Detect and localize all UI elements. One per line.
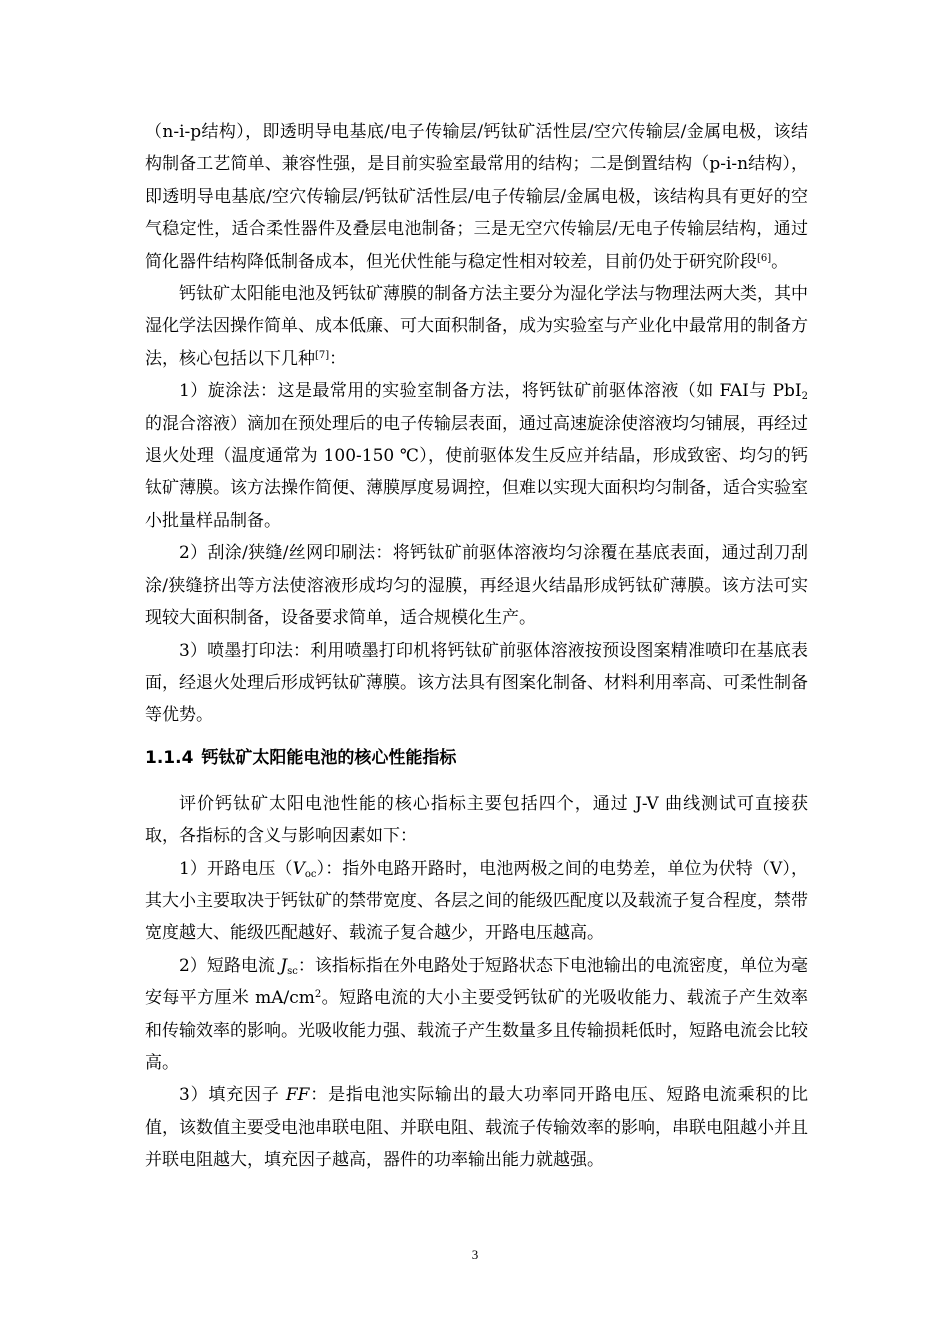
paragraph-end: 。	[771, 251, 789, 272]
variable: FF	[285, 1085, 310, 1106]
paragraph-metrics-intro: 评价钙钛矿太阳电池性能的核心指标主要包括四个，通过 J-V 曲线测试可直接获取，各指标的含义与影响因素如下：	[145, 793, 808, 847]
section-number: 1.1.4	[145, 747, 194, 768]
superscript: 2	[314, 989, 322, 1001]
paragraph-text: （n-i-p结构），即透明导电基底/电子传输层/钙钛矿活性层/空穴传输层/金属电极，该结构制备工艺简单、兼容性强，是目前实验室最常用的结构；二是倒置结构（p-i-n结构），即透明导电基底/空穴传输层/钙钛矿活性层/电子传输层/金属电极，该结构具有更好的空气稳定性，适合柔性器件及叠层电池制备；三是无空穴传输层/无电子传输层结构，通过简化器件结构降低制备成本，但光伏性能与稳定性相对较差，目前仍处于研究阶段	[145, 122, 808, 272]
paragraph-device-structures	[145, 116, 808, 278]
subscript: sc	[287, 965, 298, 977]
paragraph-open-circuit-voltage	[145, 853, 808, 950]
citation-ref: [6]	[757, 252, 772, 264]
section-heading	[145, 742, 808, 774]
paragraph-text: ：该指标指在外电路处于短路状态下电池输出的电流密度，单位为毫安每平方厘米 mA/cm	[145, 955, 808, 1009]
paragraph-text: 2）短路电流	[179, 955, 281, 976]
page-body	[145, 116, 808, 1177]
citation-ref: [7]	[315, 349, 330, 361]
paragraph-end: ：	[329, 348, 347, 369]
paragraph-fill-factor	[145, 1079, 808, 1176]
paragraph-preparation-methods	[145, 278, 808, 375]
paragraph-spin-coating	[145, 375, 808, 537]
paragraph-short-circuit-current	[145, 950, 808, 1080]
paragraph-text: 。短路电流的大小主要受钙钛矿的光吸收能力、载流子产生效率和传输效率的影响。光吸收能力强、载流子产生数量多且传输损耗低时，短路电流会比较高。	[145, 988, 809, 1073]
paragraph-text: 1）开路电压（	[179, 858, 293, 879]
subscript: oc	[304, 868, 317, 880]
paragraph-text: 3）填充因子	[179, 1085, 286, 1106]
paragraph-text: ：是指电池实际输出的最大功率同开路电压、短路电流乘积的比值，该数值主要受电池串联电阻、并联电阻、载流子传输效率的影响，串联电阻越小并且并联电阻越大，填充因子越高，器件的功率输出能力就越强。	[145, 1085, 808, 1171]
paragraph-text: ）：指外电路开路时，电池两极之间的电势差，单位为伏特（V），其大小主要取决于钙钛矿的禁带宽度、各层之间的能级匹配度以及载流子复合程度，禁带宽度越大、能级匹配越好、载流子复合越少，开路电压越高。	[145, 858, 808, 944]
paragraph-text: 钙钛矿太阳能电池及钙钛矿薄膜的制备方法主要分为湿化学法与物理法两大类，其中湿化学法因操作简单、成本低廉、可大面积制备，成为实验室与产业化中最常用的制备方法，核心包括以下几种	[145, 284, 808, 369]
paragraph-blade-coating: 2）刮涂/狭缝/丝网印刷法：将钙钛矿前驱体溶液均匀涂覆在基底表面，通过刮刀刮涂/狭缝挤出等方法使溶液形成均匀的湿膜，再经退火结晶形成钙钛矿薄膜。该方法可实现较大面积制备，设备要求简单，适合规模化生产。	[145, 543, 808, 629]
page-number: 3	[471, 1247, 479, 1262]
variable: J	[280, 955, 288, 976]
section-title: 钙钛矿太阳能电池的核心性能指标	[201, 747, 457, 768]
paragraph-inkjet-printing: 3）喷墨打印法：利用喷墨打印机将钙钛矿前驱体溶液按预设图案精准喷印在基底表面，经退火处理后形成钙钛矿薄膜。该方法具有图案化制备、材料利用率高、可柔性制备等优势。	[145, 640, 808, 726]
paragraph-text: 的混合溶液）滴加在预处理后的电子传输层表面，通过高速旋涂使溶液均匀铺展，再经过退火处理（温度通常为 100-150 ℃），使前驱体发生反应并结晶，形成致密、均匀的钙钛矿薄膜。该方法操作简便、薄膜厚度易调控，但难以实现大面积均匀制备，适合实验室小批量样品制备。	[145, 413, 808, 531]
variable: V	[292, 858, 305, 879]
paragraph-text: 1）旋涂法：这是最常用的实验室制备方法，将钙钛矿前驱体溶液（如 FAI与 PbI	[179, 381, 802, 402]
subscript: 2	[801, 391, 808, 403]
